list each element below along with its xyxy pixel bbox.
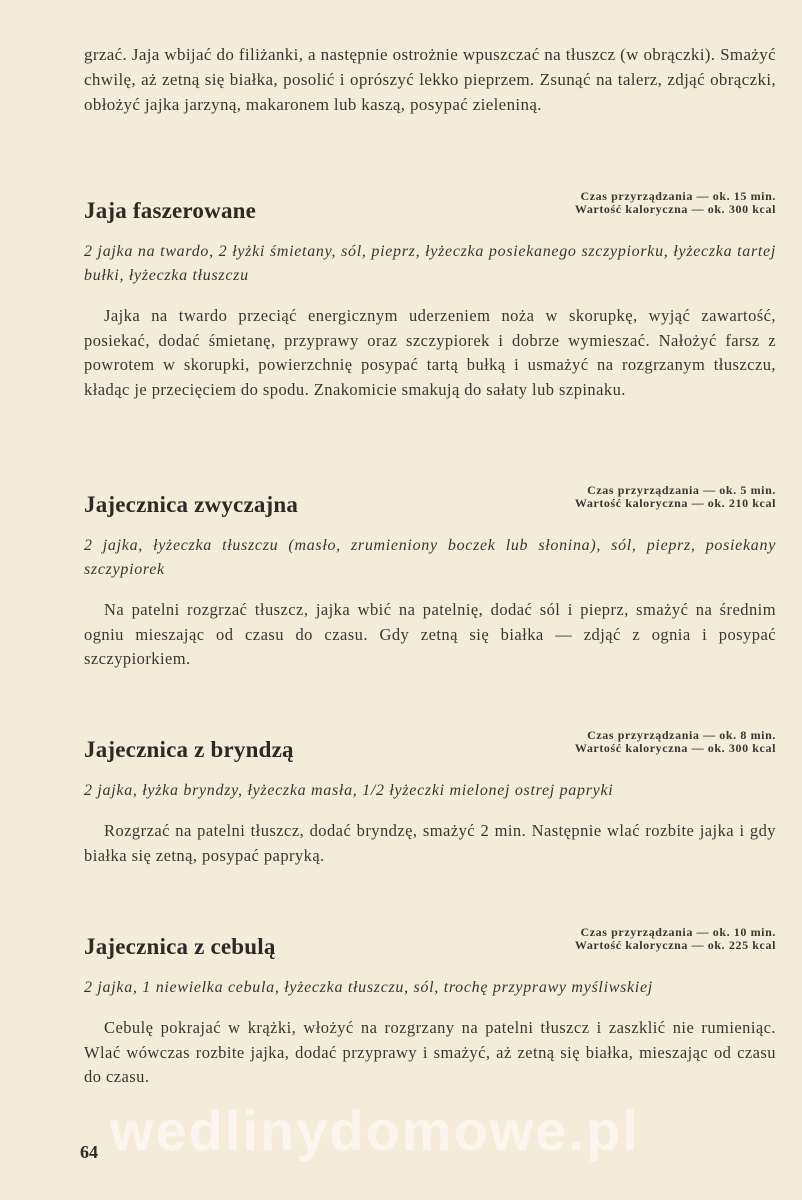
calories: Wartość kaloryczna — ok. 300 kcal [574, 741, 776, 755]
recipe-header [84, 725, 776, 765]
calories: Wartość kaloryczna — ok. 300 kcal [574, 202, 776, 216]
recipe-ingredients: 2 jajka na twardo, 2 łyżki śmietany, sól, pieprz, łyżeczka posiekanego szczypiorku, łyżeczka tartej bułki, łyżeczka tłuszczu [84, 243, 776, 284]
watermark: wedlinydomowe.pl [110, 1099, 640, 1162]
prep-time: Czas przyrządzania — ok. 15 min. [580, 189, 776, 203]
recipe-jaja-faszerowane [84, 186, 776, 402]
recipe-title: Jaja faszerowane [84, 198, 257, 223]
recipe-meta [575, 729, 776, 755]
prep-time: Czas przyrządzania — ok. 8 min. [587, 728, 776, 742]
recipe-jajecznica-zwyczajna [84, 480, 776, 672]
recipe-meta [575, 926, 776, 952]
prep-time: Czas przyrządzania — ok. 10 min. [580, 925, 776, 939]
recipe-ingredients: 2 jajka, łyżka bryndzy, łyżeczka masła, 1/2 łyżeczki mielonej ostrej papryki [84, 782, 614, 799]
prep-time: Czas przyrządzania — ok. 5 min. [587, 483, 776, 497]
recipe-instructions: Na patelni rozgrzać tłuszcz, jajka wbić na patelnię, dodać sól i pieprz, smażyć na średnim ogniu mieszając od czasu do czasu. Gdy zetną się białka — zdjąć z ognia i posypać szczypiorkiem. [84, 600, 776, 668]
recipe-title: Jajecznica z cebulą [84, 934, 276, 959]
recipe-jajecznica-z-bryndza [84, 725, 776, 868]
recipe-header [84, 186, 776, 226]
recipe-ingredients: 2 jajka, łyżeczka tłuszczu (masło, zrumieniony boczek lub słonina), sól, pieprz, posiekany szczypiorek [84, 537, 776, 578]
recipe-ingredients: 2 jajka, 1 niewielka cebula, łyżeczka tłuszczu, sól, trochę przyprawy myśliwskiej [84, 979, 653, 996]
recipe-title: Jajecznica zwyczajna [84, 492, 299, 517]
page-number: 64 [80, 1142, 98, 1162]
recipe-title: Jajecznica z bryndzą [84, 737, 294, 762]
calories: Wartość kaloryczna — ok. 210 kcal [574, 496, 776, 510]
intro-paragraph: grzać. Jaja wbijać do filiżanki, a następnie ostrożnie wpuszczać na tłuszcz (w obrączki). Smażyć chwilę, aż zetną się białka, posolić i oprószyć lekko pieprzem. Zsunąć na talerz, zdjąć obrączki, obłożyć jajka jarzyną, makaronem lub kaszą, posypać zieleniną. [84, 45, 776, 114]
recipe-header [84, 480, 776, 520]
calories: Wartość kaloryczna — ok. 225 kcal [574, 938, 776, 952]
recipe-jajecznica-z-cebula [84, 922, 776, 1090]
recipe-instructions: Cebulę pokrajać w krążki, włożyć na rozgrzany na patelni tłuszcz i zaszklić nie rumieniąc. Wlać wówczas rozbite jajka, dodać przyprawy i smażyć, aż zetną się białka, mieszając od czasu do czasu. [84, 1018, 776, 1086]
recipe-meta [575, 484, 776, 510]
recipe-instructions: Rozgrzać na patelni tłuszcz, dodać bryndzę, smażyć 2 min. Następnie wlać rozbite jajka i gdy białka się zetną, posypać papryką. [84, 821, 776, 865]
recipe-meta [575, 190, 776, 216]
recipe-instructions: Jajka na twardo przeciąć energicznym uderzeniem noża w skorupkę, wyjąć zawartość, posiekać, dodać śmietanę, przyprawy oraz szczypiorek i dobrze wymieszać. Nałożyć farsz z powrotem w skorupki, powierzchnię posypać tartą bułką i usmażyć na rozgrzanym tłuszczu, kładąc je przecięciem do spodu. Znakomicie smakują do sałaty lub szpinaku. [84, 306, 776, 399]
recipe-header [84, 922, 776, 962]
